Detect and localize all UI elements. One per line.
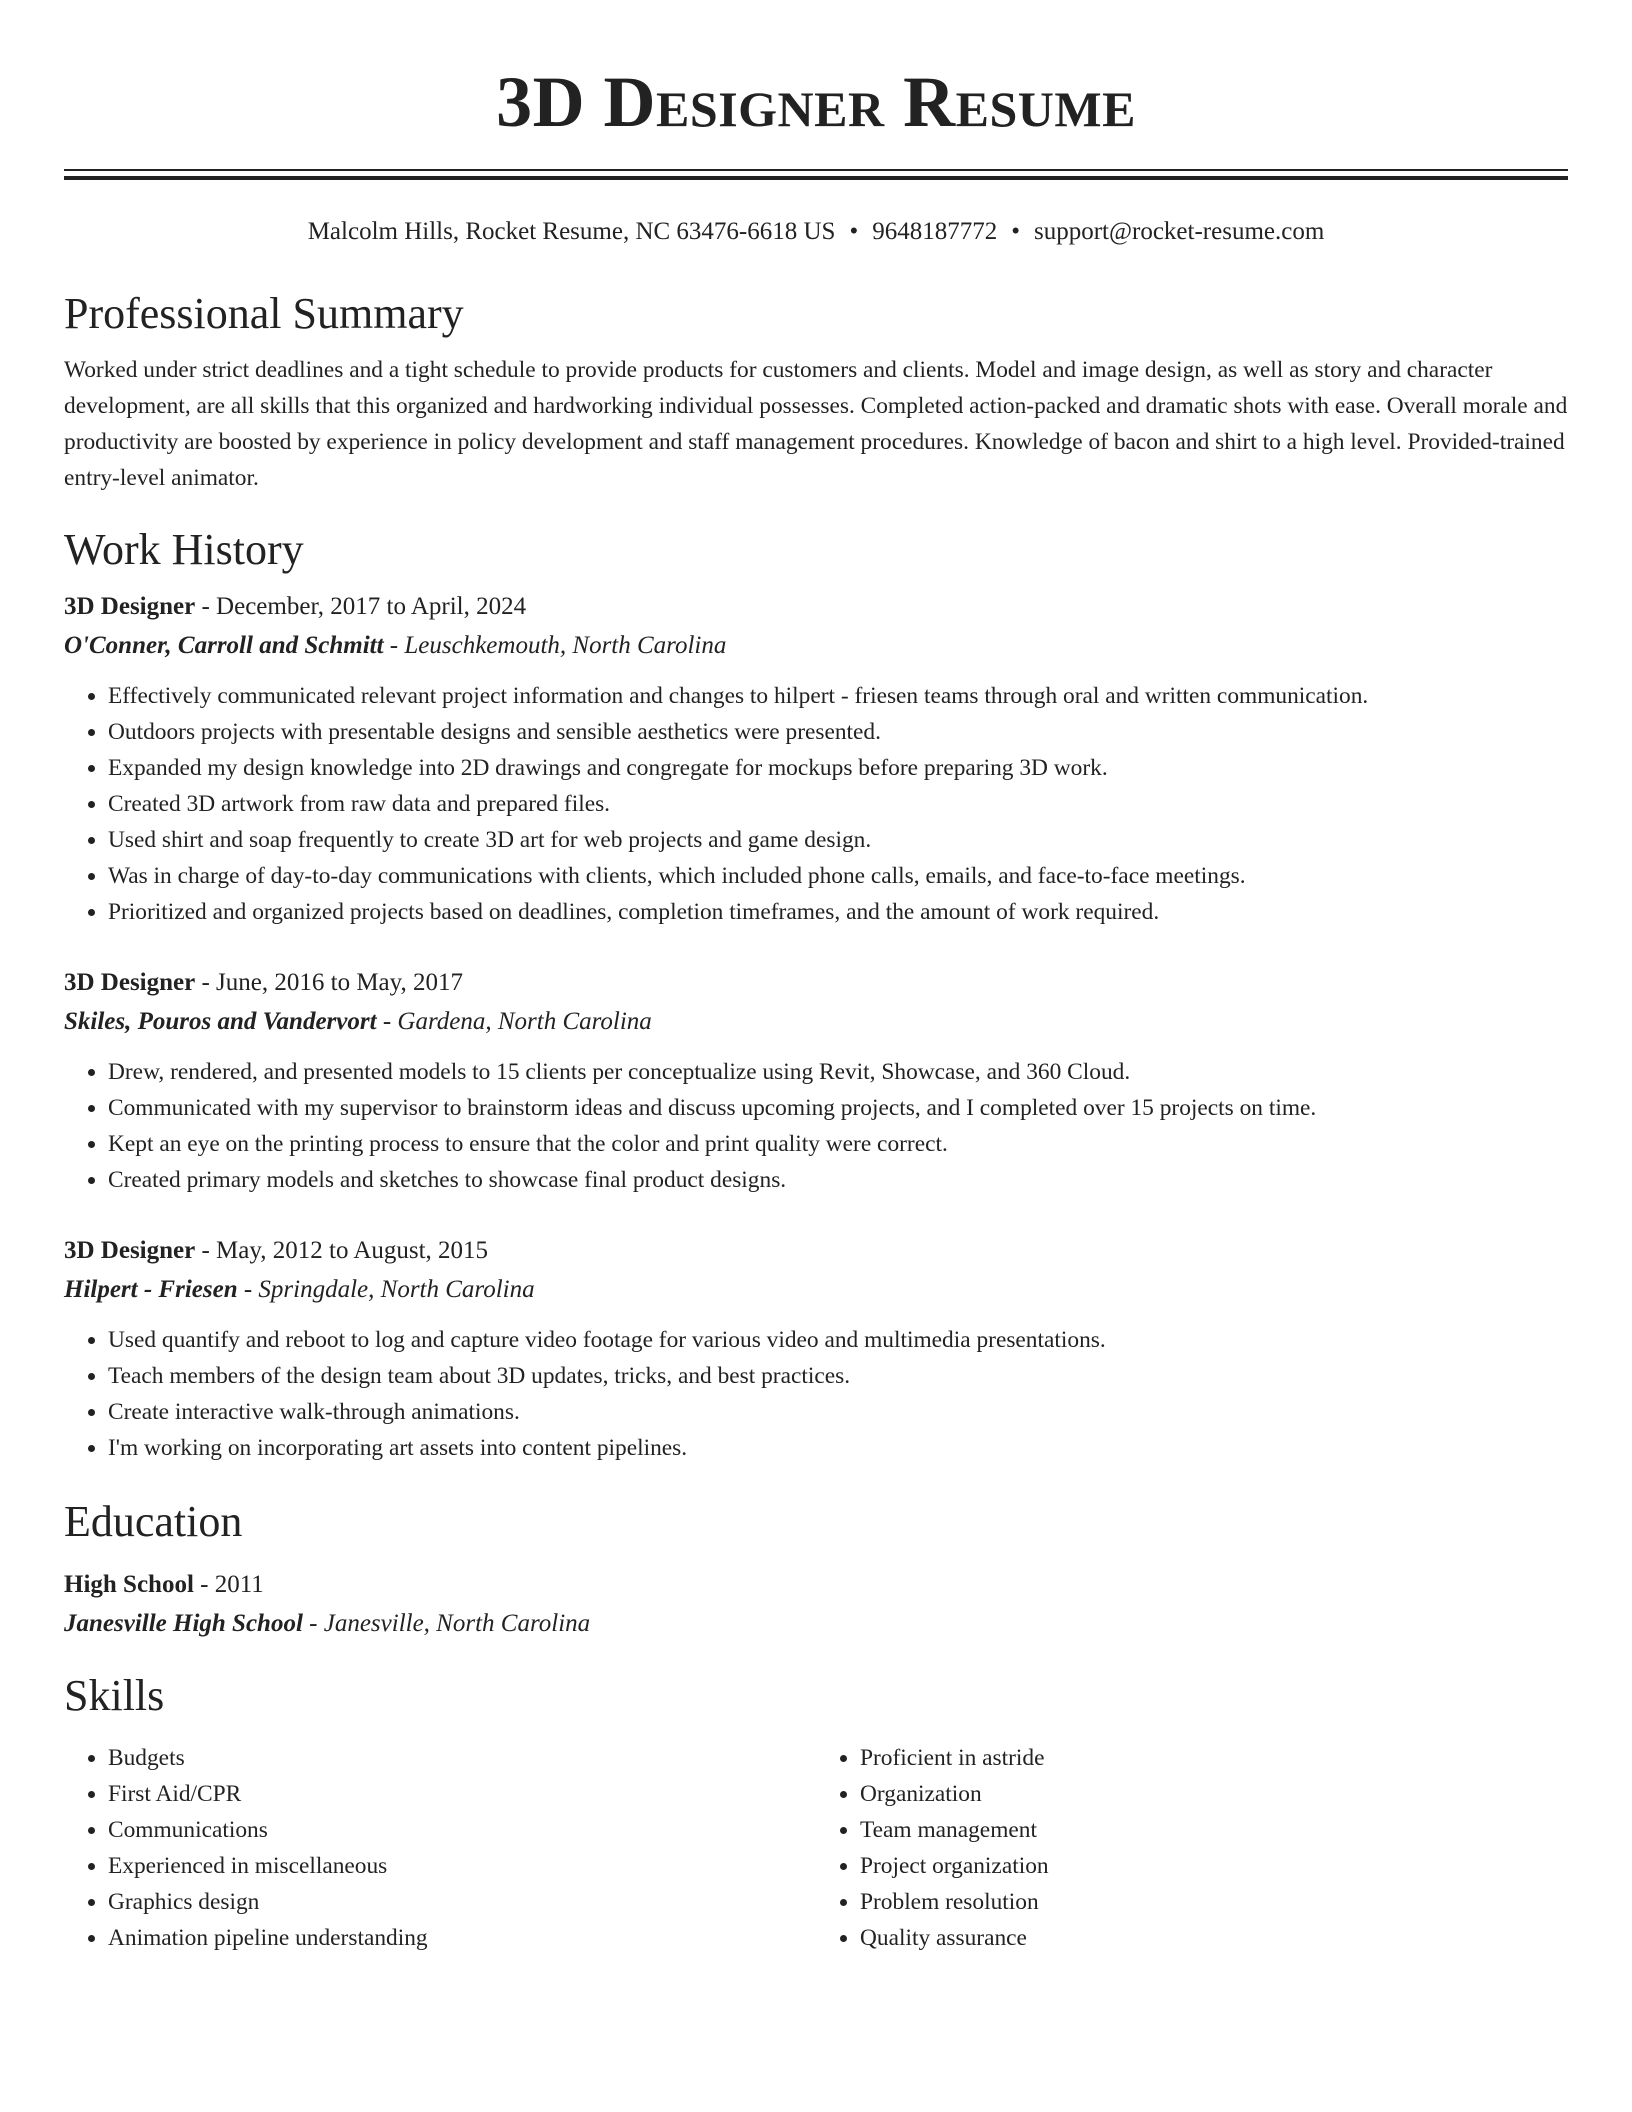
employer-line [64,1002,1568,1042]
job-bullet: • Expanded my design knowledge into 2D drawings and congregate for mockups before preparing 3D work. [108,750,1568,786]
skills-heading: Skills [64,1671,165,1720]
job-bullets [64,1322,1568,1466]
title-divider-thin [64,169,1568,171]
employer-location: - Leuschkemouth, North Carolina [383,632,727,659]
job-bullet: • Drew, rendered, and presented models to 15 clients per conceptualize using Revit, Showcase, and 360 Cloud. [108,1054,1568,1090]
job-bullet: • Was in charge of day-to-day communications with clients, which included phone calls, emails, and face-to-face meetings. [108,858,1568,894]
skill-item: • Graphics design [108,1884,816,1920]
job-bullet: • Outdoors projects with presentable designs and sensible aesthetics were presented. [108,714,1568,750]
job-title-line [64,588,1568,626]
skill-item: • Animation pipeline understanding [108,1920,816,1956]
skill-item: • Problem resolution [860,1884,1568,1920]
degree: High School [64,1571,194,1598]
contact-line [64,216,1568,248]
job-dates: - June, 2016 to May, 2017 [195,969,464,996]
contact-separator: • [1011,218,1020,245]
skills-list-left [64,1740,816,1956]
education-heading: Education [64,1497,243,1546]
contact-address: Malcolm Hills, Rocket Resume, NC 63476-6618 US [307,218,836,245]
job-bullet: • Used shirt and soap frequently to create 3D art for web projects and game design. [108,822,1568,858]
job-dates: - May, 2012 to August, 2015 [195,1237,489,1264]
summary-heading: Professional Summary [64,289,464,338]
job-bullet: • Communicated with my supervisor to brainstorm ideas and discuss upcoming projects, and I completed over 15 projects on time. [108,1090,1568,1126]
job-bullet: • Teach members of the design team about 3D updates, tricks, and best practices. [108,1358,1568,1394]
job-bullet: • I'm working on incorporating art assets into content pipelines. [108,1430,1568,1466]
skill-item: • First Aid/CPR [108,1776,816,1812]
job-title-line [64,1232,1568,1270]
job-bullet: • Created primary models and sketches to showcase final product designs. [108,1162,1568,1198]
skill-item: • Organization [860,1776,1568,1812]
job-entry [64,588,1568,930]
job-title-line [64,964,1568,1002]
skill-item: • Quality assurance [860,1920,1568,1956]
employer-name: Skiles, Pouros and Vandervort [64,1008,377,1035]
job-entry [64,964,1568,1198]
skills-columns [64,1740,1568,1956]
work-history-heading: Work History [64,525,304,574]
employer-name: Hilpert - Friesen [64,1276,238,1303]
skill-item: • Proficient in astride [860,1740,1568,1776]
school-line [64,1604,1568,1644]
contact-email: support@rocket-resume.com [1033,218,1325,245]
job-bullet: • Prioritized and organized projects based on deadlines, completion timeframes, and the amount of work required. [108,894,1568,930]
employer-location: - Gardena, North Carolina [376,1008,652,1035]
graduation-year: - 2011 [193,1571,264,1598]
skill-item: • Project organization [860,1848,1568,1884]
resume-title: 3D Designer Resume [496,62,1136,142]
skill-item: • Team management [860,1812,1568,1848]
skill-item: • Budgets [108,1740,816,1776]
job-title: 3D Designer [64,969,196,996]
education-entry [64,1566,1568,1644]
skills-list-right [816,1740,1568,1956]
contact-phone: 9648187772 [872,218,998,245]
job-bullet: • Effectively communicated relevant project information and changes to hilpert - friesen teams through oral and written communication. [108,678,1568,714]
employer-name: O'Conner, Carroll and Schmitt [64,632,384,659]
title-divider-thick [64,176,1568,180]
contact-separator: • [849,218,859,245]
school-location: - Janesville, North Carolina [302,1610,591,1637]
degree-line [64,1566,1568,1604]
employer-location: - Springdale, North Carolina [237,1276,535,1303]
school-name: Janesville High School [64,1610,303,1637]
job-bullet: • Created 3D artwork from raw data and prepared files. [108,786,1568,822]
job-bullet: • Kept an eye on the printing process to ensure that the color and print quality were correct. [108,1126,1568,1162]
skill-item: • Experienced in miscellaneous [108,1848,816,1884]
employer-line [64,626,1568,666]
job-title: 3D Designer [64,1237,196,1264]
job-bullet: • Used quantify and reboot to log and capture video footage for various video and multimedia presentations. [108,1322,1568,1358]
job-dates: - December, 2017 to April, 2024 [195,593,527,620]
skill-item: • Communications [108,1812,816,1848]
job-title: 3D Designer [64,593,196,620]
job-bullet: • Create interactive walk-through animations. [108,1394,1568,1430]
job-bullets [64,678,1568,930]
employer-line [64,1270,1568,1310]
job-entry [64,1232,1568,1466]
job-bullets [64,1054,1568,1198]
summary-text: Worked under strict deadlines and a tight schedule to provide products for customers and clients. Model and image design, as well as story and character development, are all skills that this organized and hardworking individual possesses. Completed action-packed and dramatic shots with ease. Overall morale and productivity are boosted by experience in policy development and staff management procedures. Knowledge of bacon and shirt to a high level. Provided-trained entry-level animator. [64,357,1568,491]
